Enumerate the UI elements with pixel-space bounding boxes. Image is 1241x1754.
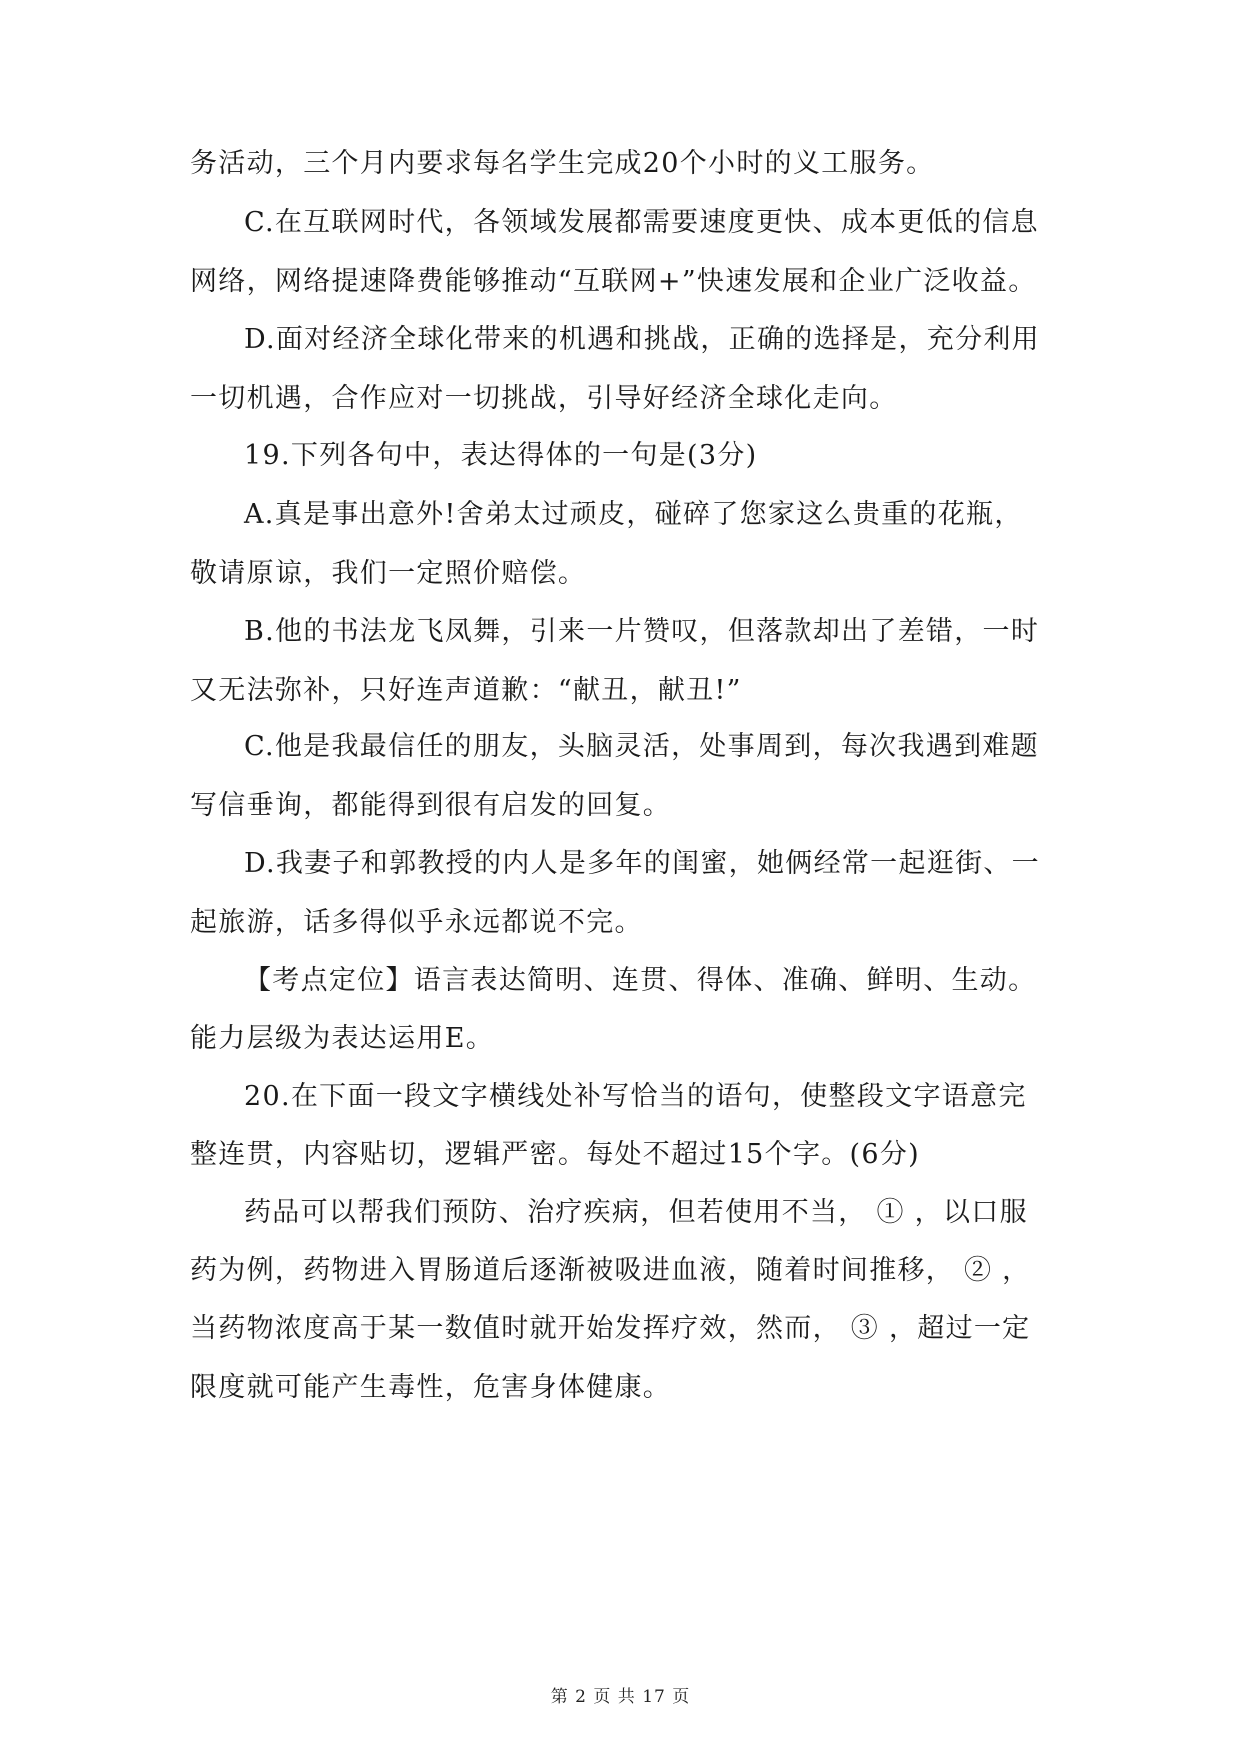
text-line: 务活动，三个月内要求每名学生完成20个小时的义工服务。 — [190, 148, 935, 179]
text-line: 药为例，药物进入胃肠道后逐渐被吸进血液，随着时间推移， ② ， — [190, 1255, 1031, 1286]
text-line: A.真是事出意外!舍弟太过顽皮，碰碎了您家这么贵重的花瓶， — [244, 499, 1023, 530]
text-line: D.我妻子和郭教授的内人是多年的闺蜜，她俩经常一起逛街、一 — [244, 848, 1040, 879]
text-line: 敬请原谅，我们一定照价赔偿。 — [190, 558, 587, 589]
question-heading: 19.下列各句中，表达得体的一句是(3分) — [244, 440, 758, 471]
text-line: 起旅游，话多得似乎永远都说不完。 — [190, 907, 643, 938]
text-line: 限度就可能产生毒性，危害身体健康。 — [190, 1372, 672, 1403]
text-line: C.他是我最信任的朋友，头脑灵活，处事周到，每次我遇到难题 — [244, 731, 1039, 762]
text-line: 能力层级为表达运用E。 — [190, 1023, 495, 1054]
text-line: 药品可以帮我们预防、治疗疾病，但若使用不当， ① ，以口服 — [244, 1197, 1028, 1228]
text-line: 一切机遇，合作应对一切挑战，引导好经济全球化走向。 — [190, 383, 898, 414]
text-line: 当药物浓度高于某一数值时就开始发挥疗效，然而， ③ ，超过一定 — [190, 1313, 1031, 1344]
question-heading: 20.在下面一段文字横线处补写恰当的语句，使整段文字语意完 — [244, 1081, 1027, 1112]
text-line: 写信垂询，都能得到很有启发的回复。 — [190, 790, 672, 821]
text-line: 又无法弥补，只好连声道歉：“献丑，献丑!” — [190, 675, 742, 706]
text-line: C.在互联网时代，各领域发展都需要速度更快、成本更低的信息 — [244, 207, 1039, 238]
text-line: B.他的书法龙飞凤舞，引来一片赞叹，但落款却出了差错，一时 — [244, 616, 1040, 647]
text-line: 网络，网络提速降费能够推动“互联网+”快速发展和企业广泛收益。 — [190, 266, 1037, 297]
page-number-footer: 第 2 页 共 17 页 — [550, 1687, 691, 1707]
text-line: 【考点定位】语言表达简明、连贯、得体、准确、鲜明、生动。 — [244, 965, 1037, 996]
text-line: 整连贯，内容贴切，逻辑严密。每处不超过15个字。(6分) — [190, 1139, 921, 1170]
text-line: D.面对经济全球化带来的机遇和挑战，正确的选择是，充分利用 — [244, 324, 1040, 355]
